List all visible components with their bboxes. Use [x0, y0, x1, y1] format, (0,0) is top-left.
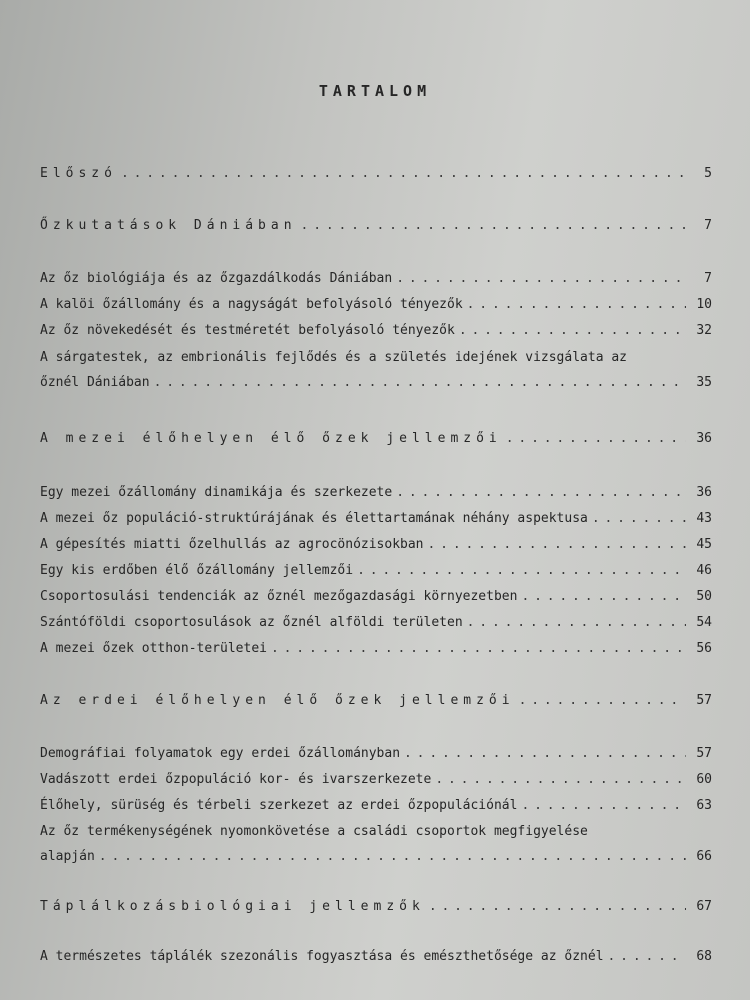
toc-entry-title: őznél Dániában	[40, 375, 150, 390]
leader-dots	[121, 165, 686, 182]
toc-entry-title: Előszó	[40, 166, 117, 181]
toc-entry[interactable]	[40, 848, 712, 865]
toc-entry-title: Őzkutatások Dániában	[40, 218, 297, 233]
toc-page-number: 36	[696, 485, 712, 500]
toc-section-mezei[interactable]	[40, 430, 712, 447]
leader-dots	[467, 296, 686, 313]
toc-page-number: 10	[696, 297, 712, 312]
toc-section-taplalkozas[interactable]	[40, 898, 712, 915]
toc-page-number: 68	[696, 949, 712, 964]
toc-page-number: 56	[696, 641, 712, 656]
toc-page-number: 7	[704, 271, 712, 286]
toc-entry-title: A mezei őz populáció-struktúrájának és élettartamának néhány aspektusa	[40, 511, 588, 526]
toc-section-eloszo[interactable]	[40, 165, 712, 182]
toc-entry[interactable]	[40, 374, 712, 391]
leader-dots	[429, 898, 686, 915]
toc-page-number: 43	[696, 511, 712, 526]
toc-entry[interactable]	[40, 771, 712, 788]
toc-entry-title: alapján	[40, 849, 95, 864]
toc-entry[interactable]	[40, 510, 712, 527]
toc-entry-title: Táplálkozásbiológiai jellemzők	[40, 899, 425, 914]
toc-entry-first-line: A sárgatestek, az embrionális fejlődés és a születés idejének vizsgálata az	[40, 350, 627, 365]
leader-dots	[357, 562, 686, 579]
toc-entry-title: Vadászott erdei őzpopuláció kor- és ivarszerkezete	[40, 772, 432, 787]
leader-dots	[467, 614, 686, 631]
leader-dots	[271, 640, 686, 657]
leader-dots	[396, 270, 686, 287]
toc-entry-title: A kalöi őzállomány és a nagyságát befolyásoló tényezők	[40, 297, 463, 312]
toc-entry-title: Egy mezei őzállomány dinamikája és szerkezete	[40, 485, 393, 500]
toc-entry[interactable]	[40, 614, 712, 631]
toc-page-number: 63	[696, 798, 712, 813]
toc-entry-title: Egy kis erdőben élő őzállomány jellemzői	[40, 563, 354, 578]
leader-dots	[521, 588, 686, 605]
toc-entry[interactable]	[40, 745, 712, 762]
leader-dots	[592, 510, 686, 527]
toc-page-number: 67	[696, 899, 712, 914]
toc-page-number: 54	[696, 615, 712, 630]
toc-entry[interactable]	[40, 640, 712, 657]
leader-dots	[396, 484, 686, 501]
toc-entry[interactable]	[40, 484, 712, 501]
toc-entry[interactable]	[40, 536, 712, 553]
toc-entry-title: Az erdei élőhelyen élő őzek jellemzői	[40, 693, 515, 708]
toc-page-number: 5	[704, 166, 712, 181]
toc-entry[interactable]	[40, 562, 712, 579]
toc-page-number: 45	[696, 537, 712, 552]
toc-page-number: 57	[696, 746, 712, 761]
leader-dots	[154, 374, 686, 391]
toc-entry-title: Az őz növekedését és testméretét befolyásoló tényezők	[40, 323, 455, 338]
toc-entry-title: A gépesítés miatti őzelhullás az agrocönózisokban	[40, 537, 424, 552]
leader-dots	[519, 692, 686, 709]
toc-entry-title: Élőhely, sürüség és térbeli szerkezet az erdei őzpopulációnál	[40, 798, 518, 813]
toc-entry-title: A természetes táplálék szezonális fogyasztása és emészthetősége az őznél	[40, 949, 604, 964]
leader-dots	[608, 948, 686, 965]
leader-dots	[506, 430, 686, 447]
leader-dots	[435, 771, 686, 788]
toc-section-erdei[interactable]	[40, 692, 712, 709]
toc-page-number: 7	[704, 218, 712, 233]
toc-entry-title: Demográfiai folyamatok egy erdei őzállományban	[40, 746, 401, 761]
toc-entry-title: Szántóföldi csoportosulások az őznél alföldi területen	[40, 615, 463, 630]
leader-dots	[521, 797, 686, 814]
toc-page-number: 35	[696, 375, 712, 390]
toc-entry[interactable]	[40, 322, 712, 339]
toc-entry-title: Az őz biológiája és az őzgazdálkodás Dániában	[40, 271, 393, 286]
toc-entry[interactable]	[40, 588, 712, 605]
toc-page-number: 36	[696, 431, 712, 446]
toc-page-number: 32	[696, 323, 712, 338]
toc-entry[interactable]	[40, 296, 712, 313]
toc-entry-title: A mezei őzek otthon-területei	[40, 641, 267, 656]
leader-dots	[459, 322, 686, 339]
toc-entry[interactable]	[40, 270, 712, 287]
toc-page-number: 60	[696, 772, 712, 787]
toc-entry[interactable]	[40, 948, 712, 965]
toc-entry-title: A mezei élőhelyen élő őzek jellemzői	[40, 431, 502, 446]
toc-page-number: 57	[696, 693, 712, 708]
page-title: TARTALOM	[318, 82, 432, 100]
toc-entry-title: Csoportosulási tendenciák az őznél mezőgazdasági környezetben	[40, 589, 518, 604]
toc-page-number: 46	[696, 563, 712, 578]
leader-dots	[404, 745, 686, 762]
toc-entry[interactable]	[40, 797, 712, 814]
leader-dots	[428, 536, 686, 553]
leader-dots	[301, 217, 686, 234]
toc-page-number: 50	[696, 589, 712, 604]
leader-dots	[99, 848, 686, 865]
toc-page-number: 66	[696, 849, 712, 864]
toc-entry-first-line: Az őz termékenységének nyomonkövetése a családi csoportok megfigyelése	[40, 824, 588, 839]
toc-section-ozkutatasok[interactable]	[40, 217, 712, 234]
